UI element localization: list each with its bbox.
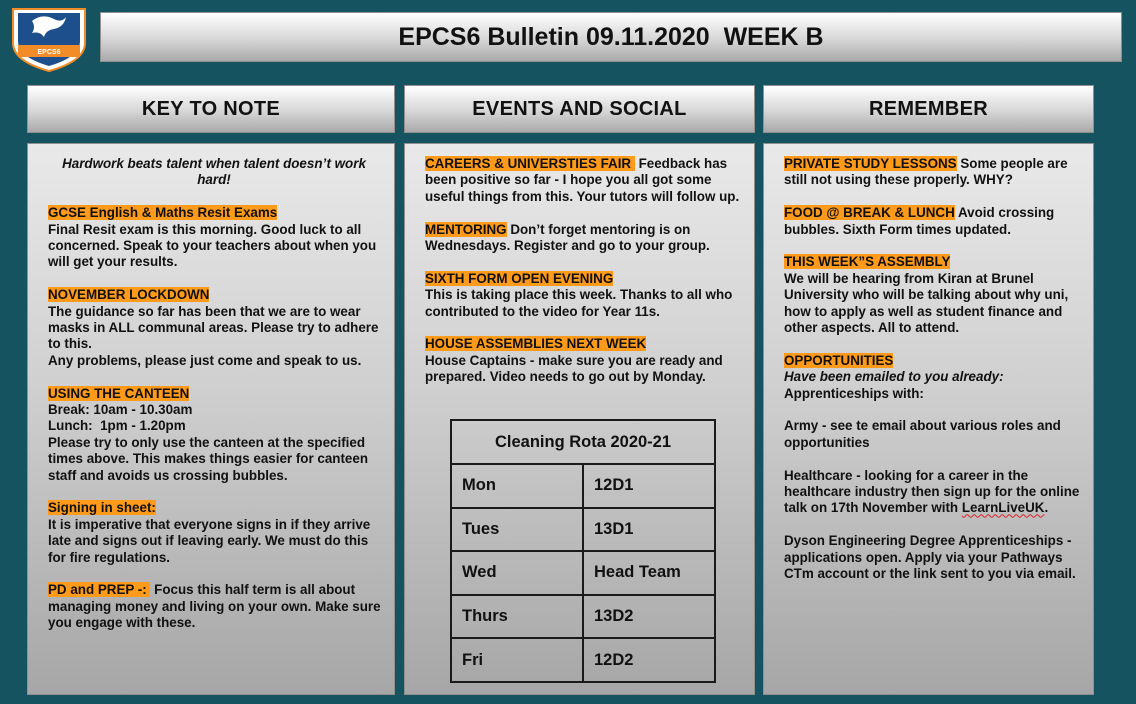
opportunities-italic: Have been emailed to you already: — [784, 369, 1004, 385]
healthcare-text: Healthcare - looking for a career in the healthcare industry then sign up for the online talk on 17th November with — [784, 467, 1080, 516]
assembly-text: We will be hearing from Kiran at Brunel University who will be talking about why uni, how to apply as well as student finance and other aspects. All to attend. — [784, 270, 1069, 336]
house-text: House Captains - make sure you are ready and prepared. Video needs to go out by Monday. — [425, 352, 723, 385]
food-text: Avoid crossing bubbles. Sixth Form times updated. — [784, 205, 1055, 237]
motto: Hardwork beats talent when talent doesn’t work hard! — [62, 156, 366, 188]
rota-group: 12D1 — [583, 464, 715, 508]
table-row — [451, 508, 715, 552]
assembly-heading: THIS WEEK”S ASSEMBLY — [784, 254, 951, 270]
rota-day: Tues — [451, 508, 583, 552]
lockdown-text: The guidance so far has been that we are to wear masks in ALL communal areas. Please try to adhere to this. — [48, 303, 379, 352]
canteen-lunch: Lunch: 1pm - 1.20pm — [48, 418, 186, 434]
mentoring-heading: MENTORING — [425, 221, 507, 237]
table-row — [451, 551, 715, 595]
rota-title-row — [451, 420, 715, 464]
house-item — [425, 336, 744, 385]
house-heading: HOUSE ASSEMBLIES NEXT WEEK — [425, 336, 647, 352]
rota-group: Head Team — [583, 551, 715, 595]
table-row — [451, 595, 715, 639]
rota-day: Wed — [451, 551, 583, 595]
private-study-text: Some people are still not using these properly. WHY? — [784, 156, 1068, 188]
careers-text: Feedback has been positive so far - I hope you all got some useful things from this. Your tutors will follow up. — [425, 156, 740, 204]
private-study-heading: PRIVATE STUDY LESSONS — [784, 156, 957, 171]
page-title: EPCS6 Bulletin 09.11.2020 WEEK B — [398, 22, 824, 51]
healthcare-end: . — [1044, 500, 1049, 516]
careers-item — [425, 156, 744, 205]
signin-heading: Signing in sheet: — [48, 500, 156, 516]
events-heading: EVENTS AND SOCIAL — [472, 97, 687, 120]
canteen-break: Break: 10am - 10.30am — [48, 402, 193, 418]
remember-panel — [763, 143, 1094, 695]
private-study-item — [784, 156, 1083, 189]
rota-group: 13D1 — [583, 508, 715, 552]
shield-logo-icon — [8, 3, 90, 73]
rota-day: Thurs — [451, 595, 583, 639]
healthcare-item — [784, 468, 1083, 517]
mentoring-item — [425, 222, 744, 255]
opportunities-heading: OPPORTUNITIES — [784, 352, 894, 368]
rota-day: Fri — [451, 638, 583, 682]
pd-heading: PD and PREP -: — [48, 582, 151, 598]
events-header — [404, 85, 755, 133]
open-evening-text: This is taking place this week. Thanks to all who contributed to the video for Year 11s. — [425, 287, 733, 319]
careers-heading: CAREERS & UNIVERSTIES FAIR — [425, 156, 635, 171]
open-evening-heading: SIXTH FORM OPEN EVENING — [425, 270, 614, 286]
school-logo — [8, 3, 90, 73]
title-bar — [100, 12, 1122, 62]
rota-day: Mon — [451, 464, 583, 508]
key-to-note-header — [27, 85, 395, 133]
dyson-item: Dyson Engineering Degree Apprenticeships - applications open. Apply via your Pathways CTm account or the link sent to you via email. — [784, 533, 1076, 582]
opportunities-item — [784, 353, 1083, 402]
canteen-text: Please try to only use the canteen at the specified times above. This makes things easier for canteen staff and avoids us crossing bubbles. — [48, 434, 369, 483]
pd-item — [48, 582, 384, 631]
signin-item — [48, 500, 384, 566]
canteen-item — [48, 386, 384, 484]
food-item — [784, 205, 1083, 238]
key-to-note-panel — [27, 143, 395, 695]
canteen-heading: USING THE CANTEEN — [48, 385, 190, 401]
remember-header — [763, 85, 1094, 133]
gcse-heading: GCSE English & Maths Resit Exams — [48, 205, 278, 221]
lockdown-text-2: Any problems, please just come and speak to us. — [48, 352, 362, 368]
healthcare-link: LearnLiveUK — [961, 500, 1045, 516]
opportunities-text: Apprenticeships with: — [784, 385, 924, 401]
lockdown-item — [48, 287, 384, 369]
gcse-text: Final Resit exam is this morning. Good luck to all concerned. Speak to your teachers about when you will get your results. — [48, 221, 377, 270]
logo-text: EPCS6 — [37, 49, 61, 56]
food-heading: FOOD @ BREAK & LUNCH — [784, 205, 955, 221]
key-to-note-heading: KEY TO NOTE — [141, 97, 281, 120]
table-row — [451, 464, 715, 508]
army-item: Army - see te email about various roles and opportunities — [784, 418, 1061, 450]
gcse-item — [48, 205, 384, 271]
rota-group: 13D2 — [583, 595, 715, 639]
signin-text: It is imperative that everyone signs in if they arrive late and signs out if leaving early. We must do this for fire regulations. — [48, 516, 371, 565]
cleaning-rota-table — [450, 419, 716, 683]
table-row — [451, 638, 715, 682]
open-evening-item — [425, 271, 744, 320]
mentoring-text: Don’t forget mentoring is on Wednesdays. Register and go to your group. — [425, 221, 710, 254]
assembly-item — [784, 254, 1083, 336]
pd-text: Focus this half term is all about managing money and living on your own. Make sure you engage with these. — [48, 582, 381, 631]
lockdown-heading: NOVEMBER LOCKDOWN — [48, 287, 210, 303]
rota-group: 12D2 — [583, 638, 715, 682]
rota-title: Cleaning Rota 2020-21 — [451, 420, 715, 464]
remember-heading: REMEMBER — [868, 97, 989, 120]
